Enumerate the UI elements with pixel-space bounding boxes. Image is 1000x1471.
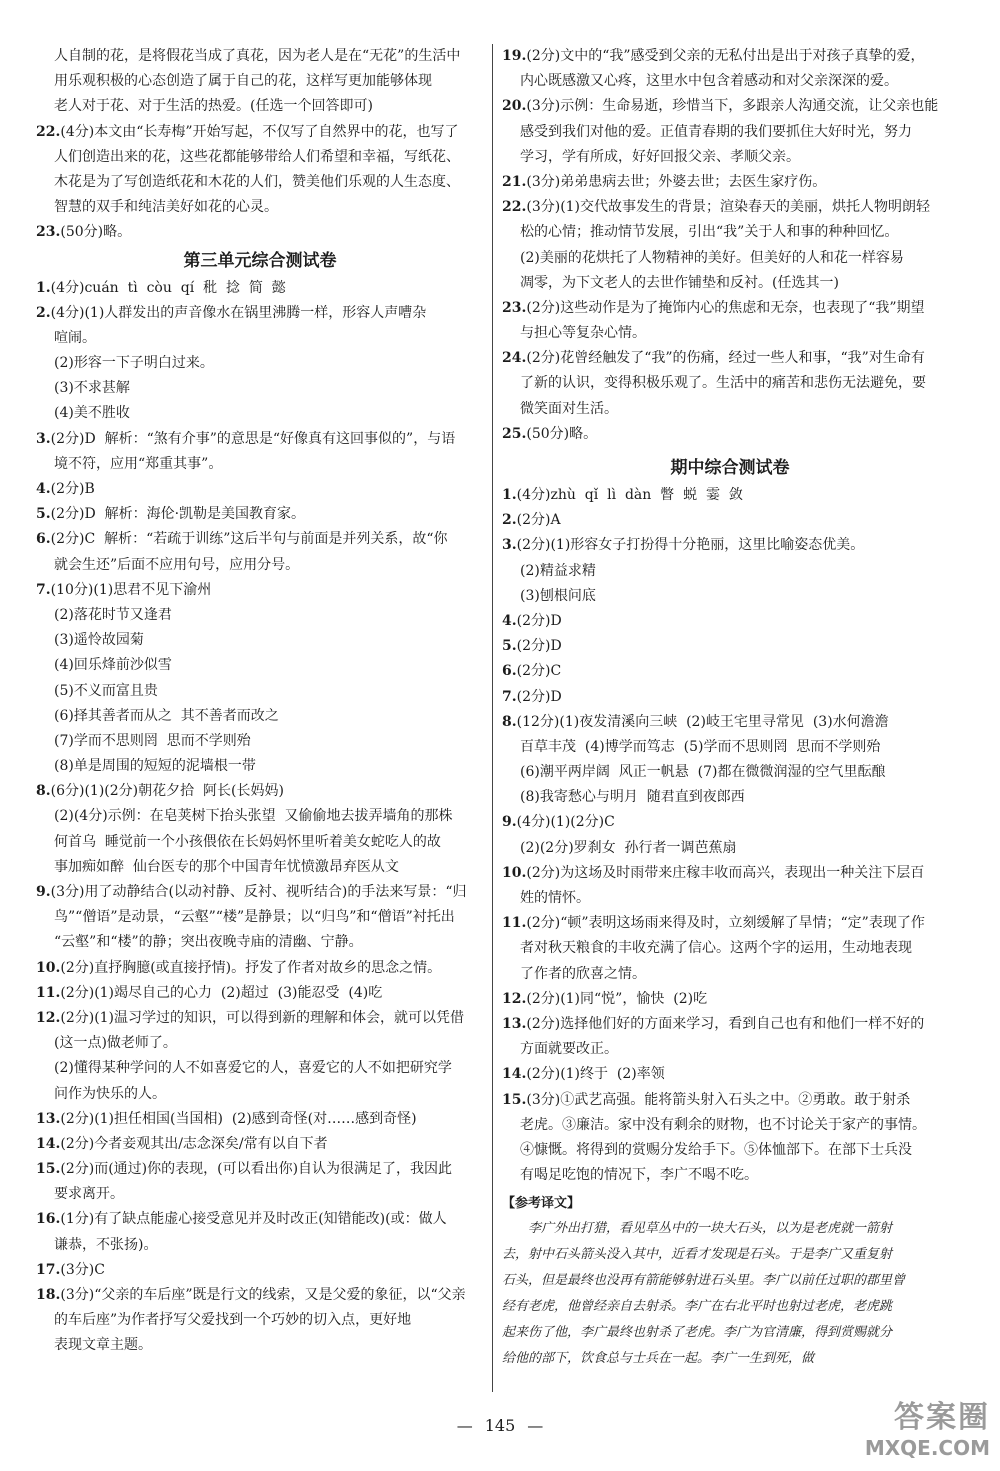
right-answer-line: 20.(3分)示例：生命易逝，珍惜当下，多跟亲人沟通交流，让父亲也能: [502, 98, 939, 115]
right-answer-line: 了作者的欣喜之情。: [520, 965, 646, 982]
left-answer-line: 的车后座”为作者抒写父爱找到一个巧妙的切入点，更好地: [54, 1312, 412, 1329]
left-answer-line: 问作为快乐的人。: [54, 1085, 166, 1102]
left-answer-line: 17.(3分)C: [36, 1261, 105, 1278]
left-answer-line: 10.(2分)直抒胸臆(或直接抒情)。抒发了作者对故乡的思念之情。: [36, 959, 442, 976]
right-answer-line: 松的心情；推动情节发展，引出“我”关于人和事的种种回忆。: [520, 224, 899, 241]
left-answer-line: 喧闹。: [54, 329, 96, 346]
left-answer-line: 用乐观积极的心态创造了属于自己的花，这样写更加能够体现: [54, 73, 432, 90]
left-answer-line: 要求离开。: [54, 1186, 124, 1203]
left-answer-line: 12.(2分)(1)温习学过的知识，可以得到新的理解和体会，就可以凭借: [36, 1009, 465, 1026]
translation-label: 【参考译文】: [502, 1196, 581, 1212]
right-answer-line: 11.(2分)“顿”表明这场雨来得及时，立刻缓解了旱情；“定”表现了作: [502, 915, 925, 932]
translation-line: 起来伤了他，李广最终也射杀了老虎。李广为官清廉，得到赏赐就分: [502, 1325, 893, 1341]
right-answer-line: (2)(2分)罗刹女 孙行者一调芭蕉扇: [520, 839, 737, 856]
brand-watermark: [850, 1392, 990, 1464]
right-answer-line: 4.(2分)D: [502, 612, 562, 629]
right-answers-part-1: [502, 44, 958, 447]
left-answer-line: 5.(2分)D 解析：海伦·凯勒是美国教育家。: [36, 506, 306, 523]
right-answer-line: 2.(2分)A: [502, 512, 561, 529]
right-answer-line: 15.(3分)①武艺高强。能将箭头射入石头之中。②勇敢。敢于射杀: [502, 1091, 911, 1108]
left-answer-line: 2.(4分)(1)人群发出的声音像水在锅里沸腾一样，形容人声嘈杂: [36, 304, 427, 321]
brand-watermark-url: MXQE.COM: [864, 1436, 990, 1460]
left-answer-line: 何首乌 睡觉前一个小孩偎依在长妈妈怀里听着美女蛇吃人的故: [54, 833, 441, 850]
left-answer-line: 事加痴如醉 仙台医专的那个中国青年忧愤激昂弃医从文: [54, 858, 399, 875]
left-answer-line: 18.(3分)“父亲的车后座”既是行文的线索，又是父爱的象征，以“父亲: [36, 1287, 466, 1303]
right-column: [502, 44, 958, 1372]
right-answer-line: 感受到我们对他的爱。正值青春期的我们要抓住大好时光，努力: [520, 123, 912, 140]
left-answer-line: 9.(3分)用了动静结合(以动衬静、反衬、视听结合)的手法来写景：“归: [36, 884, 467, 900]
left-answer-line: 人们创造出来的花，这些花都能够带给人们希望和幸福，写纸花、: [54, 148, 460, 165]
page-number-dash-right: —: [527, 1416, 544, 1435]
left-answer-line: (4)回乐烽前沙似雪: [54, 657, 172, 674]
left-answer-line: (2)懂得某种学问的人不如喜爱它的人，喜爱它的人不如把研究学: [54, 1060, 452, 1077]
right-answer-line: (2)精益求精: [520, 562, 596, 579]
left-answer-line: 人自制的花，是将假花当成了真花，因为老人是在“无花”的生活中: [54, 48, 461, 64]
left-answer-line: (4)美不胜收: [54, 405, 130, 422]
page-number-value: 145: [484, 1416, 516, 1435]
left-answer-line: 4.(2分)B: [36, 481, 95, 497]
translation-line: 石头，但是最终也没再有箭能够射进石头里。李广以前任过职的郡里曾: [502, 1273, 906, 1289]
left-answer-line: 表现文章主题。: [54, 1337, 152, 1354]
left-answer-line: 就会生还”后面不应用句号，应用分号。: [54, 556, 300, 573]
left-answer-line: 3.(2分)D 解析：“煞有介事”的意思是“好像真有这回事似的”，与语: [36, 430, 456, 447]
right-answer-line: ④慷慨。将得到的赏赐分发给手下。⑤体恤部下。在部下士兵没: [520, 1141, 912, 1158]
left-answer-line: 16.(1分)有了缺点能虚心接受意见并及时改正(知错能改)(或：做人: [36, 1211, 447, 1228]
right-answer-line: (3)刨根问底: [520, 587, 596, 604]
right-answer-line: 13.(2分)选择他们好的方面来学习，看到自己也有和他们一样不好的: [502, 1015, 925, 1032]
right-answer-line: 8.(12分)(1)夜发清溪向三峡 (2)岐王宅里寻常见 (3)水何澹澹: [502, 713, 889, 730]
right-answer-line: 5.(2分)D: [502, 638, 562, 655]
section-heading-midterm: 期中综合测试卷: [670, 458, 790, 478]
right-answer-line: 老虎。③廉洁。家中没有剩余的财物，也不讨论关于家产的事情。: [520, 1116, 926, 1133]
right-answer-line: 内心既感激又心疼，这里水中包含着感动和对父亲深深的爱。: [520, 73, 898, 90]
left-answer-line: 7.(10分)(1)思君不见下渝州: [36, 581, 212, 598]
left-answer-line: 1.(4分)cuán tì còu qí 秕 捻 简 懿: [36, 279, 286, 296]
right-answer-line: 7.(2分)D: [502, 688, 562, 705]
right-answer-line: 14.(2分)(1)终于 (2)率领: [502, 1066, 665, 1083]
left-answer-line: 15.(2分)而(通过)你的表现，(可以看出你)自认为很满足了，我因此: [36, 1161, 453, 1178]
left-answer-line: 智慧的双手和纯洁美好如花的心灵。: [54, 199, 278, 216]
right-answer-line: 1.(4分)zhù qǐ lì dàn 瞥 蜕 霎 敛: [502, 487, 743, 503]
right-answer-line: 了新的认识，变得积极乐观了。生活中的痛苦和悲伤无法避免，要: [520, 375, 926, 392]
right-answer-line: (8)我寄愁心与明月 随君直到夜郎西: [520, 789, 745, 806]
left-column: [36, 44, 484, 1359]
left-answer-line: (6)择其善者而从之 其不善者而改之: [54, 707, 279, 724]
right-answer-line: (2)美丽的花烘托了人物精神的美好。但美好的人和花一样容易: [520, 249, 904, 266]
left-answer-line: 境不符，应用“郑重其事”。: [54, 455, 223, 472]
left-answer-line: 谦恭，不张扬)。: [54, 1236, 158, 1253]
right-answer-line: 有喝足吃饱的情况下，李广不喝不吃。: [520, 1167, 758, 1184]
translation-line: 给他的部下，饮食总与士兵在一起。李广一生到死，做: [502, 1351, 815, 1367]
left-answer-line: 23.(50分)略。: [36, 224, 132, 241]
translation-line: 李广外出打猎，看见草丛中的一块大石头，以为是老虎就一箭射: [528, 1221, 893, 1237]
right-answer-line: 6.(2分)C: [502, 663, 562, 680]
section-heading-unit-3: 第三单元综合测试卷: [183, 250, 337, 271]
right-answers-part-2: [502, 483, 958, 1188]
right-answer-line: 方面就要改正。: [520, 1041, 618, 1058]
right-answer-line: 3.(2分)(1)形容女子打扮得十分艳丽，这里比喻姿态优美。: [502, 537, 865, 554]
right-answer-line: 19.(2分)文中的“我”感受到父亲的无私付出是出于对孩子真挚的爱，: [502, 48, 925, 64]
left-answer-line: 木花是为了写创造纸花和木花的人们，赞美他们乐观的人生态度、: [54, 173, 460, 190]
left-answer-line: 22.(4分)本文由“长寿梅”开始写起，不仅写了自然界中的花，也写了: [36, 123, 459, 140]
translation-line: 经有老虎，他曾经亲自去射杀。李广在右北平时也射过老虎，老虎跳: [502, 1299, 893, 1315]
right-answer-line: 24.(2分)花曾经触发了“我”的伤痛，经过一些人和事，“我”对生命有: [502, 350, 925, 367]
left-answer-line: (2)落花时节又逢君: [54, 606, 172, 623]
right-answer-line: 25.(50分)略。: [502, 425, 598, 442]
left-answer-line: (5)不义而富且贵: [54, 682, 158, 699]
left-answer-line: 鸟”“僧语”是动景，“云壑”“楼”是静景；以“归鸟”和“僧语”衬托出: [54, 909, 455, 926]
right-answer-line: 百草丰茂 (4)博学而笃志 (5)学而不思则罔 思而不学则殆: [520, 738, 881, 755]
right-answer-line: 微笑面对生活。: [520, 400, 618, 417]
right-answer-line: 者对秋天粮食的丰收充满了信心。这两个字的运用，生动地表现: [520, 940, 912, 957]
left-answer-line: (2)形容一下子明白过来。: [54, 355, 214, 372]
left-answer-line: (8)单是周围的短短的泥墙根一带: [54, 758, 256, 775]
right-answer-line: 22.(3分)(1)交代故事发生的背景；渲染春天的美丽，烘托人物明朗轻: [502, 199, 931, 216]
right-answer-line: 9.(4分)(1)(2分)C: [502, 814, 615, 831]
right-answer-line: 凋零，为下文老人的去世作铺垫和反衬。(任选其一): [520, 274, 839, 291]
column-divider: [492, 44, 493, 1392]
left-answer-line: 老人对于花、对于生活的热爱。(任选一个回答即可): [54, 98, 373, 115]
left-answer-line: 6.(2分)C 解析：“若疏于训练”这后半句与前面是并列关系，故“你: [36, 531, 448, 548]
right-answer-line: 姓的情怀。: [520, 890, 590, 906]
left-answer-line: (2)(4分)示例：在皂荚树下抬头张望 又偷偷地去拔弄墙角的那株: [54, 808, 453, 825]
left-answer-line: (这一点)做老师了。: [54, 1035, 177, 1052]
left-answer-line: “云壑”和“楼”的静；突出夜晚寺庙的清幽、宁静。: [54, 934, 363, 951]
brand-watermark-logo: 答案圈: [894, 1400, 990, 1435]
right-answer-line: 21.(3分)弟弟患病去世；外婆去世；去医生家疗伤。: [502, 173, 827, 190]
right-answer-line: 10.(2分)为这场及时雨带来庄稼丰收而高兴，表现出一种关注下层百: [502, 864, 925, 881]
left-answer-line: (3)遥怜故园菊: [54, 632, 144, 649]
right-answer-line: 与担心等复杂心情。: [520, 325, 646, 342]
left-answer-line: 11.(2分)(1)竭尽自己的心力 (2)超过 (3)能忍受 (4)吃: [36, 984, 383, 1001]
left-answer-line: 14.(2分)今者妾观其出/志念深矣/常有以自下者: [36, 1135, 328, 1152]
translation-line: 去，射中石头箭头没入其中，近看才发现是石头。于是李广又重复射: [502, 1247, 893, 1263]
left-answers-part-1: [36, 44, 484, 246]
left-answer-line: (7)学而不思则罔 思而不学则殆: [54, 732, 251, 749]
left-answer-line: (3)不求甚解: [54, 380, 130, 397]
right-answer-line: 学习，学有所成，好好回报父亲、孝顺父亲。: [520, 148, 800, 165]
reference-translation: [502, 1216, 958, 1372]
right-answer-line: (6)潮平两岸阔 风正一帆悬 (7)都在微微润湿的空气里酝酿: [520, 764, 886, 781]
right-answer-line: 23.(2分)这些动作是为了掩饰内心的焦虑和无奈，也表现了“我”期望: [502, 299, 925, 316]
left-answers-part-2: [36, 276, 484, 1359]
left-answer-line: 13.(2分)(1)担任相国(当国相) (2)感到奇怪(对……感到奇怪): [36, 1110, 417, 1127]
page-number-dash-left: —: [456, 1416, 473, 1435]
right-answer-line: 12.(2分)(1)同“悦”，愉快 (2)吃: [502, 990, 708, 1007]
left-answer-line: 8.(6分)(1)(2分)朝花夕拾 阿长(长妈妈): [36, 783, 284, 800]
